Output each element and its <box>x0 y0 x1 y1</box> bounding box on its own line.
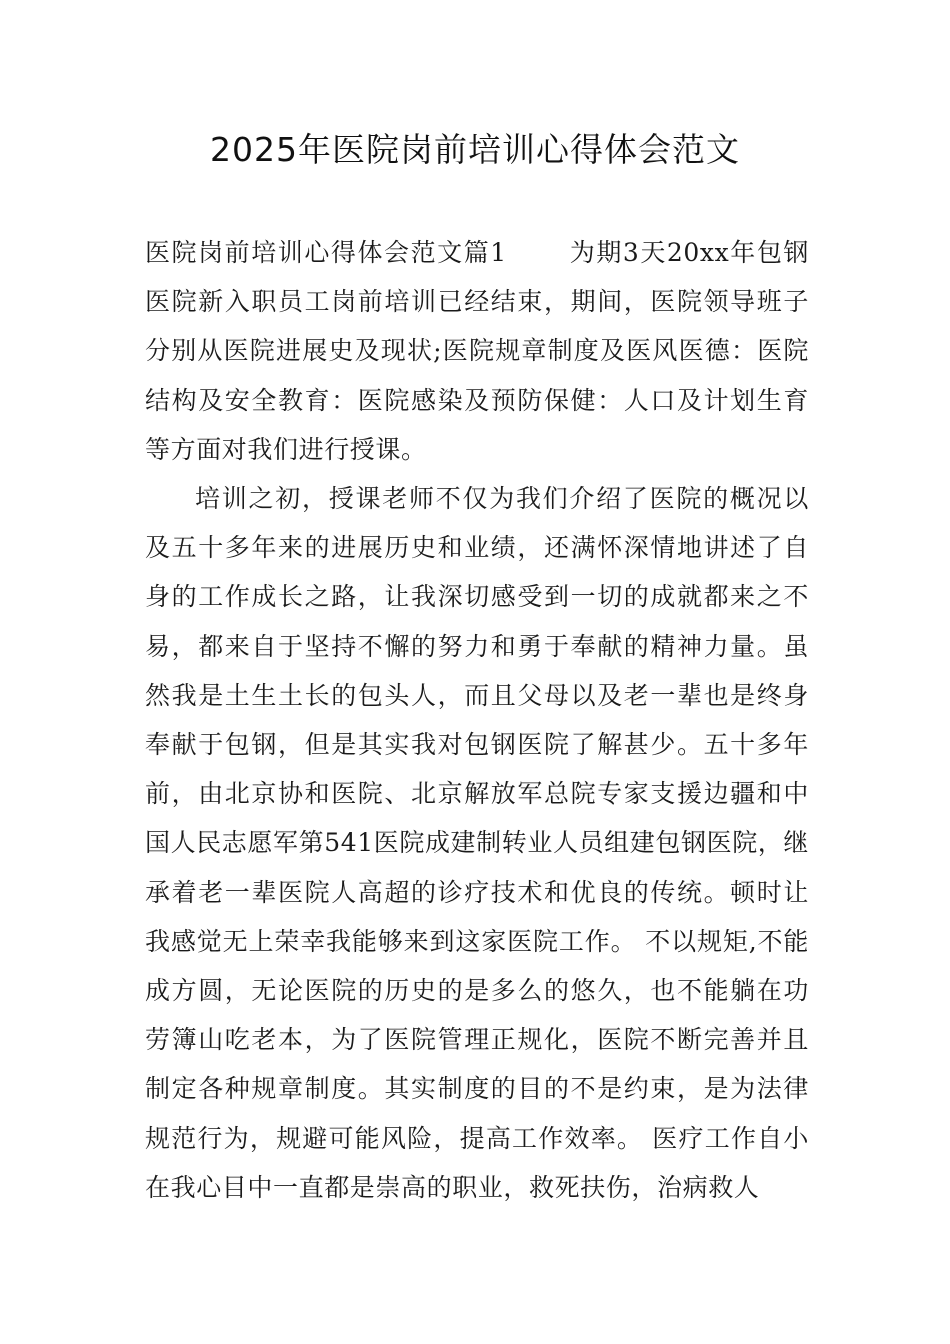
body-paragraph: 培训之初，授课老师不仅为我们介绍了医院的概况以及五十多年来的进展历史和业绩，还满怀深情地讲述了自身的工作成长之路，让我深切感受到一切的成就都来之不易，都来自于坚持不懈的努力和勇于奉献的精神力量。虽然我是土生土长的包头人，而且父母以及老一辈也是终身奉献于包钢，但是其实我对包钢医院了解甚少。五十多年前，由北京协和医院、北京解放军总院专家支援边疆和中国人民志愿军第541医院成建制转业人员组建包钢医院，继承着老一辈医院人高超的诊疗技术和优良的传统。顿时让我感觉无上荣幸我能够来到这家医院工作。 不以规矩,不能成方圆，无论医院的历史的是多么的悠久，也不能躺在功劳簿山吃老本，为了医院管理正规化，医院不断完善并且制定各种规章制度。其实制度的目的不是约束，是为法律规范行为，规避可能风险，提高工作效率。 医疗工作自小在我心目中一直都是崇高的职业，救死扶伤，治病救人 <box>145 484 809 1202</box>
section-heading: 医院岗前培训心得体会范文篇1 <box>145 238 507 267</box>
document-title: 2025年医院岗前培训心得体会范文 <box>210 130 740 169</box>
document-body <box>145 228 809 1212</box>
intro-text: 为期3天20xx年包钢医院新入职员工岗前培训已经结束，期间，医院领导班子分别从医院进展史及现状;医院规章制度及医风医德：医院结构及安全教育：医院感染及预防保健：人口及计划生育等方面对我们进行授课。 <box>145 238 809 464</box>
intro-paragraph <box>145 228 809 474</box>
